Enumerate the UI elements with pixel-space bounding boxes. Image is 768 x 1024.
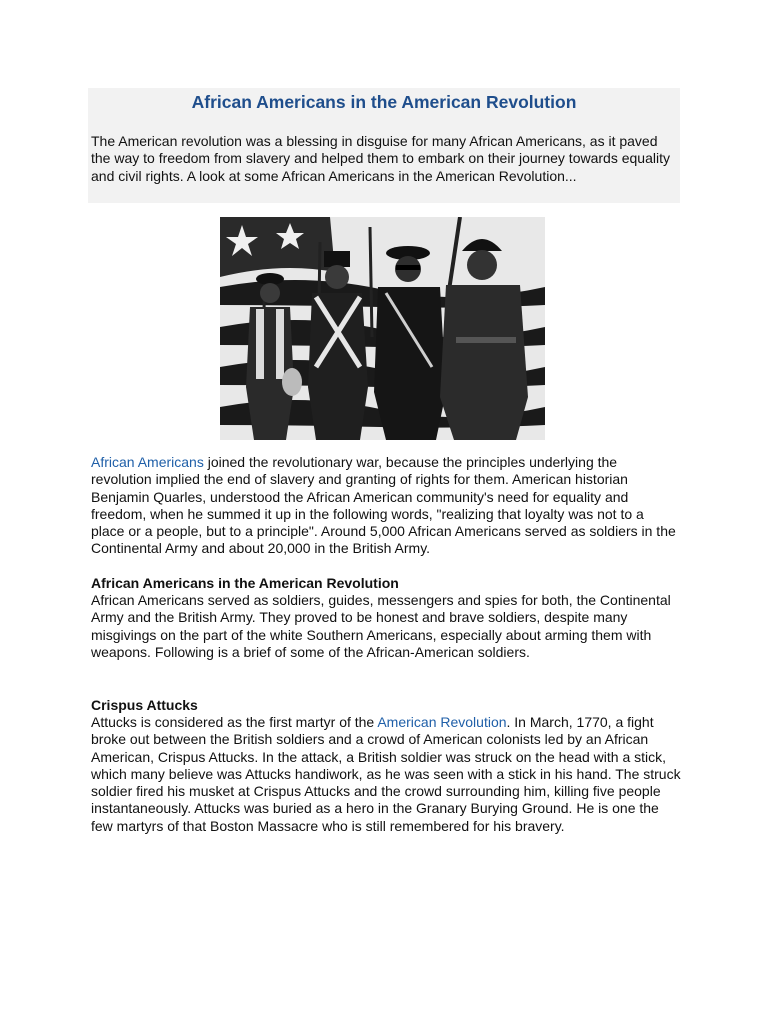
section3-text-before: Attucks is considered as the first martyr of the bbox=[91, 714, 378, 730]
american-revolution-link[interactable]: American Revolution bbox=[377, 714, 507, 730]
intro-paragraph: The American revolution was a blessing in disguise for many African Americans, as it paved the way to freedom from slavery and helped them to embark on their journey towards equality and civil rights. A look at some African Americans in the American Revolution... bbox=[91, 133, 670, 184]
section2-paragraph: African Americans served as soldiers, guides, messengers and spies for both, the Continental Army and the British Army. They proved to be honest and brave soldiers, despite many misgivings on the part of the white Southern Americans, especially about arming them with weapons. Following is a brief of some of the African-American soldiers. bbox=[91, 592, 671, 660]
african-americans-link[interactable]: African Americans bbox=[91, 454, 204, 470]
section3-text-after: . In March, 1770, a fight broke out between the British soldiers and a crowd of American colonists led by an African American, Crispus Attucks. In the attack, a British soldier was struck on the head with a stick, which many believe was Attucks handiwork, as he was seen with a stick in his hand. The struck soldier fired his musket at Crispus Attucks and the crowd surrounding him, killing five people instantaneously. Attucks was buried as a hero in the Granary Burying Ground. He is one the few martyrs of that Boston Massacre who is still remembered for his bravery. bbox=[91, 714, 681, 834]
soldiers-illustration bbox=[220, 217, 545, 440]
section1-text: joined the revolutionary war, because the principles underlying the revolution implied the end of slavery and granting of rights for them. American historian Benjamin Quarles, understood the African American community's need for equality and freedom, when he summed it up in the following words, "realizing that loyalty was not to a place or a people, but to a principle". Around 5,000 African Americans served as soldiers in the Continental Army and about 20,000 in the British Army. bbox=[91, 454, 676, 557]
section3-paragraph bbox=[91, 714, 681, 835]
section2-heading: African Americans in the American Revolution bbox=[91, 575, 399, 591]
section3-heading: Crispus Attucks bbox=[91, 697, 198, 713]
page-title: African Americans in the American Revolution bbox=[191, 92, 577, 112]
section1-paragraph bbox=[91, 454, 681, 558]
